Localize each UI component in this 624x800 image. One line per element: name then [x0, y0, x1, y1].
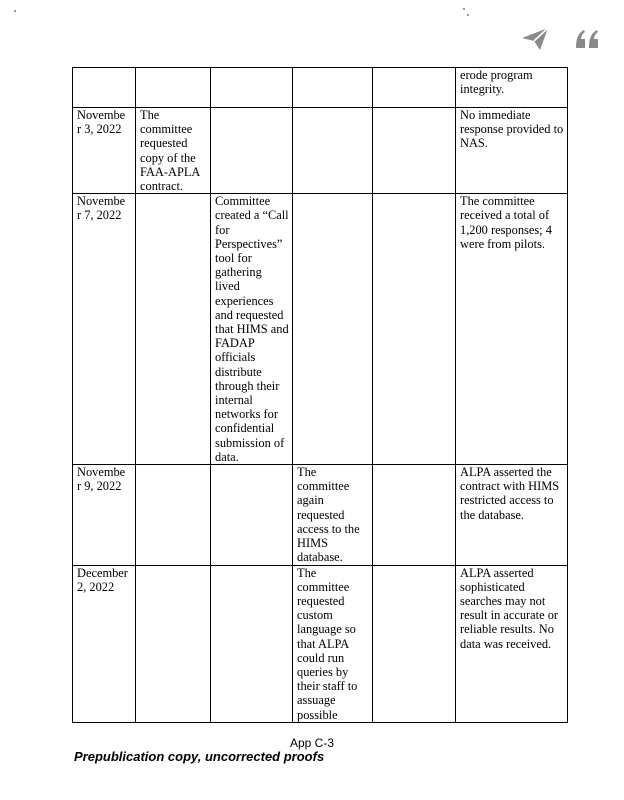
table-cell [373, 68, 456, 108]
table-cell [136, 565, 211, 722]
quote-button[interactable] [572, 24, 602, 54]
table-cell [211, 68, 293, 108]
table-cell [293, 194, 373, 465]
table-cell: ALPA asserted the contract with HIMS restricted access to the database. [456, 465, 568, 565]
table-cell [136, 194, 211, 465]
table-cell [293, 108, 373, 194]
table-cell [373, 194, 456, 465]
table-cell [293, 68, 373, 108]
prepublication-note: Prepublication copy, uncorrected proofs [74, 749, 325, 764]
table-cell [211, 108, 293, 194]
table-row [73, 68, 568, 108]
table-cell [373, 565, 456, 722]
timeline-table [72, 67, 568, 723]
table-cell: Novembe r 9, 2022 [73, 465, 136, 565]
quote-icon [573, 28, 601, 50]
scan-speck [14, 10, 16, 12]
table-row [73, 194, 568, 465]
table-row [73, 565, 568, 722]
table-cell: The committee requested custom language so that ALPA could run queries by their staff to assuage possible [293, 565, 373, 722]
table-cell: ALPA asserted sophisticated searches may not result in accurate or reliable results. No data was received. [456, 565, 568, 722]
table-cell: The committee again requested access to the HIMS database. [293, 465, 373, 565]
scan-speck [467, 14, 469, 16]
table-cell [211, 465, 293, 565]
table-cell: No immediate response provided to NAS. [456, 108, 568, 194]
table-row [73, 108, 568, 194]
paper-plane-icon [521, 27, 549, 51]
table-cell [136, 68, 211, 108]
table-cell: erode program integrity. [456, 68, 568, 108]
table-cell [373, 465, 456, 565]
table-cell: Novembe r 7, 2022 [73, 194, 136, 465]
table-cell: The committee requested copy of the FAA-APLA contract. [136, 108, 211, 194]
table-cell: December 2, 2022 [73, 565, 136, 722]
table-cell: Novembe r 3, 2022 [73, 108, 136, 194]
table-cell [73, 68, 136, 108]
table-cell [136, 465, 211, 565]
scan-speck [463, 8, 465, 10]
table-cell: The committee received a total of 1,200 responses; 4 were from pilots. [456, 194, 568, 465]
share-button[interactable] [520, 24, 550, 54]
table-row [73, 465, 568, 565]
toolbar [520, 24, 602, 54]
page-number: App C-3 [289, 736, 335, 750]
table-cell [373, 108, 456, 194]
table-cell: Committee created a “Call for Perspectives” tool for gathering lived experiences and requested that HIMS and FADAP officials distribute through their internal networks for confidential submission of data. [211, 194, 293, 465]
table-cell [211, 565, 293, 722]
